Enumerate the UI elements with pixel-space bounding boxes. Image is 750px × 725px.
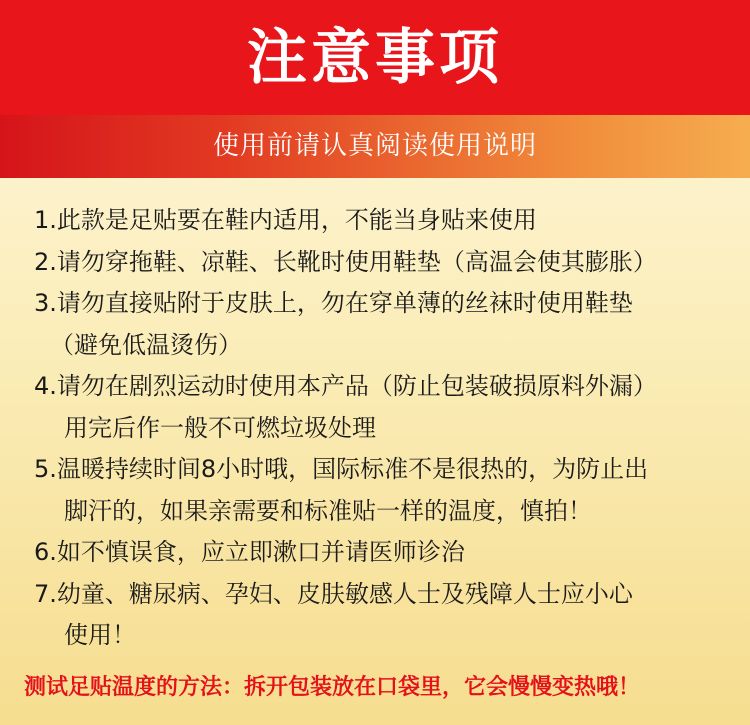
note-2: 2.请勿穿拖鞋、凉鞋、长靴时使用鞋垫（高温会使其膨胀）	[34, 247, 657, 276]
page-subtitle: 使用前请认真阅读使用说明	[212, 131, 537, 161]
subtitle-band	[0, 115, 750, 178]
note-1: 1.此款是足贴要在鞋内适用，不能当身贴来使用	[34, 206, 537, 234]
notes-list	[34, 200, 734, 657]
note-7: 7.幼童、糖尿病、孕妇、皮肤敏感人士及残障人士应小心	[34, 579, 633, 608]
temperature-test-tip: 测试足贴温度的方法：拆开包装放在口袋里，它会慢慢变热哦！	[24, 675, 641, 700]
page-title: 注意事项	[247, 23, 503, 93]
note-4: 4.请勿在剧烈运动时使用本产品（防止包装破损原料外漏）	[34, 372, 657, 400]
title-banner	[0, 0, 750, 115]
note-5: 5.温暖持续时间8小时哦，国际标准不是很热的，为防止出	[34, 455, 649, 483]
note-4-continued: 用完后作一般不可燃垃圾处理	[64, 413, 376, 442]
note-3: 3.请勿直接贴附于皮肤上，勿在穿单薄的丝袜时使用鞋垫	[34, 289, 633, 317]
note-6: 6.如不慎误食，应立即漱口并请医师诊治	[34, 538, 465, 566]
note-3-continued: （避免低温烫伤）	[50, 330, 242, 359]
note-5-continued: 脚汗的，如果亲需要和标准贴一样的温度，慎拍！	[64, 496, 592, 525]
note-7-continued: 使用！	[64, 621, 136, 649]
